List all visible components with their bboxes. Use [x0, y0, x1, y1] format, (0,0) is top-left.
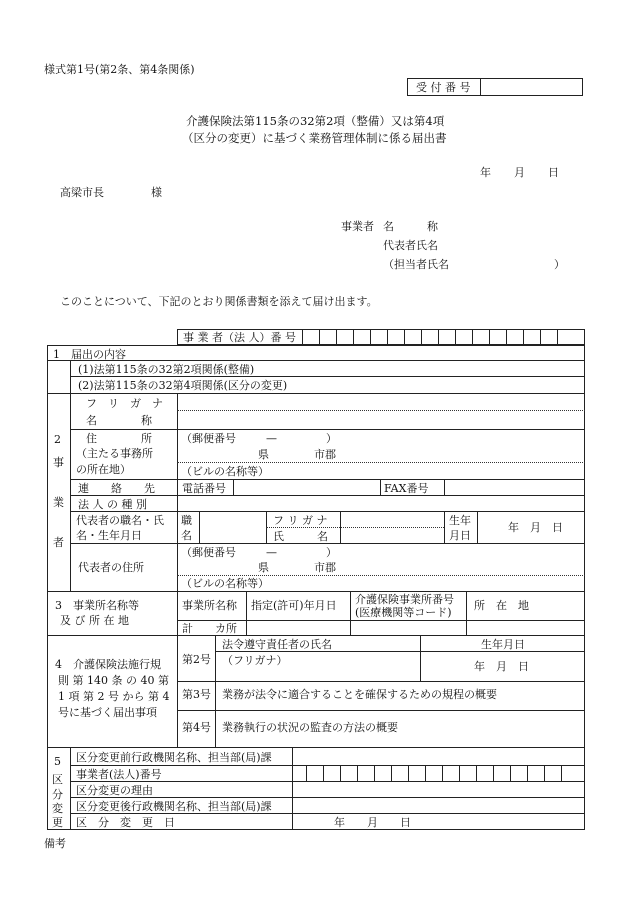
section5-prior-agency: 区分変更前行政機関名称、担当部(局)課: [76, 751, 272, 764]
section5-change-date: 年 月 日: [334, 816, 411, 829]
prefecture-label: 県: [258, 448, 269, 461]
section5-number: 5: [54, 755, 61, 768]
job-title-label: 職: [181, 514, 192, 527]
date-year: 年: [480, 166, 491, 179]
birthdate-label: 生年: [449, 514, 471, 527]
address-label-3: の所在地）: [76, 463, 131, 476]
section4-label-3: 1 項 第 2 号 から 第 4: [58, 690, 170, 703]
item4-text: 業務執行の状況の監査の方法の概要: [222, 721, 398, 734]
contact-person-close: ）: [554, 258, 565, 271]
section3-label: 3 事業所名称等: [55, 599, 139, 612]
birthdate-label-2: 月日: [449, 529, 471, 542]
representative-name-label: 代表者氏名: [383, 239, 438, 252]
item4-label: 第4号: [182, 721, 211, 734]
section5-new-agency: 区分変更後行政機関名称、担当部(局)課: [76, 800, 272, 813]
corp-type-label: 法 人 の 種 別: [78, 498, 147, 511]
care-number-header-2: (医療機関等コード): [355, 606, 452, 619]
remarks-label: 備考: [44, 837, 66, 850]
section5-reason: 区分変更の理由: [76, 784, 153, 797]
section5-corp-number: 事業者(法人)番号: [76, 768, 162, 781]
city-label: 市郡: [314, 448, 336, 461]
rep-postal-dash: —: [266, 546, 277, 559]
care-number-header: 介護保険事業所番号: [355, 593, 454, 606]
section2-number: 2: [54, 433, 61, 446]
postal-code-label: （郵便番号: [181, 432, 236, 445]
rep-prefecture-label: 県: [258, 561, 269, 574]
contact-label: 連 絡 先: [78, 482, 155, 495]
receipt-number-label: 受 付 番 号: [416, 81, 471, 94]
section4-label-2: 則 第 140 条 の 40 第: [58, 674, 169, 687]
intro-text: このことについて、下記のとおり関係書類を添えて届け出ます。: [60, 295, 378, 308]
section3-label-2: 及 び 所 在 地: [60, 614, 129, 627]
office-name-header: 事業所名称: [182, 599, 237, 612]
postal-close: ）: [326, 432, 337, 445]
compliance-officer-label: 法令遵守責任者の氏名: [222, 638, 332, 651]
rep-info-label-2: 名・生年月日: [76, 529, 142, 542]
section1-label: 1 届出の内容: [53, 348, 126, 361]
section4-label-4: 号に基づく届出事項: [58, 706, 157, 719]
item2-label: 第2号: [182, 653, 211, 666]
document-title-line2: （区分の変更）に基づく業務管理体制に係る届出書: [182, 131, 447, 145]
location-header: 所 在 地: [474, 599, 529, 612]
honorific: 様: [151, 186, 162, 199]
date-month: 月: [514, 166, 525, 179]
job-title-label-2: 名: [181, 529, 192, 542]
section2-vertical-char: 業: [53, 496, 64, 509]
rep-name-label: 氏 名: [273, 530, 328, 543]
name-label: 名 称: [86, 414, 152, 427]
total-offices: 計 カ所: [182, 622, 237, 635]
section4-label: 4 介護保険法施行規: [55, 658, 161, 671]
compliance-officer-furigana: （フリガナ）: [222, 654, 288, 667]
birthdate-ymd: 年 月 日: [508, 521, 563, 534]
address-label: 住 所: [86, 432, 152, 445]
section1-option-1[interactable]: (1)法第115条の32第2項関係(整備): [78, 363, 255, 376]
rep-address-label: 代表者の住所: [78, 561, 144, 574]
rep-info-label: 代表者の職名・氏: [76, 514, 164, 527]
phone-label: 電話番号: [182, 482, 226, 495]
section5-vertical-char: 区: [52, 773, 63, 786]
section2-vertical-char: 事: [53, 456, 64, 469]
officer-birthdate-ymd: 年 月 日: [474, 660, 529, 673]
section1-option-2[interactable]: (2)法第115条の32第4項関係(区分の変更): [78, 379, 288, 392]
section5-vertical-char: 更: [52, 816, 63, 829]
designation-date-header: 指定(許可)年月日: [251, 599, 337, 612]
building-label: （ビルの名称等）: [181, 465, 269, 478]
item3-label: 第3号: [182, 688, 211, 701]
operator-name-label: 名 称: [383, 220, 438, 233]
date-day: 日: [548, 166, 559, 179]
furigana-label: フ リ ガ ナ: [86, 397, 163, 410]
address-label-2: （主たる事務所: [76, 447, 153, 460]
rep-city-label: 市郡: [314, 561, 336, 574]
rep-furigana-label: フ リ ガ ナ: [273, 514, 328, 527]
item3-text: 業務が法令に適合することを確保するための規程の概要: [222, 688, 497, 701]
section5-vertical-char: 変: [52, 802, 63, 815]
postal-dash: —: [266, 432, 277, 445]
section2-vertical-char: 者: [53, 536, 64, 549]
form-reference: 様式第1号(第2条、第4条関係): [44, 63, 195, 76]
rep-postal-label: （郵便番号: [181, 546, 236, 559]
rep-building-label: （ビルの名称等）: [181, 577, 269, 590]
contact-person-label: （担当者氏名: [383, 258, 449, 271]
officer-birthdate-label: 生年月日: [481, 638, 525, 651]
operator-label: 事業者: [341, 220, 374, 233]
addressee: 高梁市長: [60, 186, 104, 199]
rep-postal-close: ）: [326, 546, 337, 559]
section5-vertical-char: 分: [52, 788, 63, 801]
section5-change-date-label: 区 分 変 更 日: [76, 816, 175, 829]
fax-label: FAX番号: [384, 482, 429, 495]
corp-number-label: 事 業 者（法 人）番 号: [183, 331, 296, 344]
document-title-line1: 介護保険法第115条の32第2項（整備）又は第4項: [186, 114, 445, 128]
